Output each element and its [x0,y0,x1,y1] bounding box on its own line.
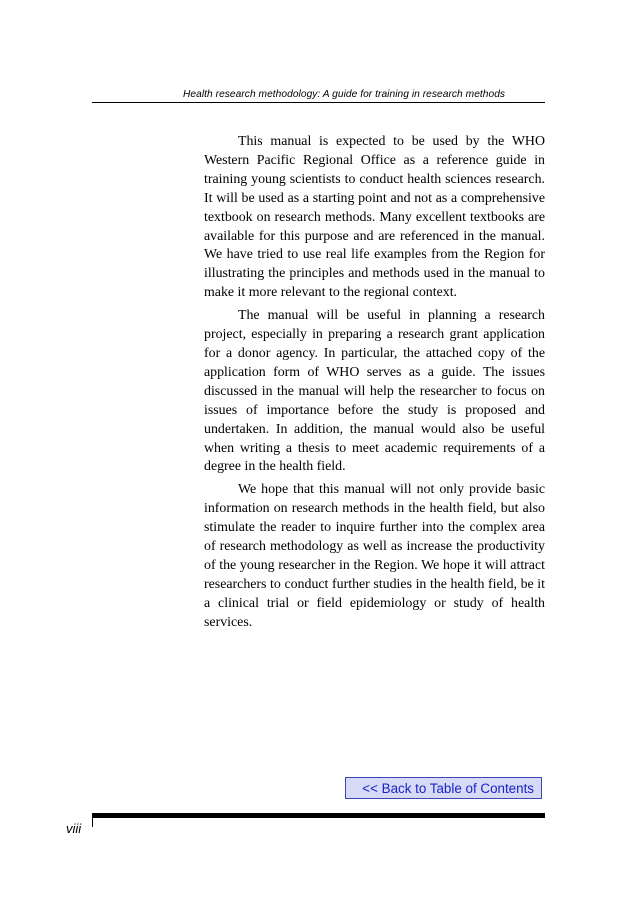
footer-divider-tick [92,813,93,827]
paragraph-1: This manual is expected to be used by the WHO Western Pacific Regional Office as a reference guide in training young scientists to conduct health sciences research. It will be used as a starting point and not as a comprehensive textbook on research methods. Many excellent textbooks are available for this purpose and are referenced in the manual. We have tried to use real life examples from the Region for illustrating the principles and methods used in the manual to make it more relevant to the regional context. [204,134,545,301]
back-to-toc-link[interactable]: << Back to Table of Contents [345,777,542,799]
header-divider [92,102,545,103]
footer-divider [92,813,545,818]
body-text [204,133,545,637]
page-number: viii [66,821,82,836]
paragraph-2: The manual will be useful in planning a research project, especially in preparing a research grant application for a donor agency. In particular, the attached copy of the application form of WHO serves as a guide. The issues discussed in the manual will help the researcher to focus on issues of importance before the study is proposed and undertaken. In addition, the manual would also be useful when writing a thesis to meet academic requirements of a degree in the health field. [204,308,545,475]
paragraph-3: We hope that this manual will not only provide basic information on research methods in the health field, but also stimulate the reader to inquire further into the complex area of research methodology as well as increase the productivity of the young researcher in the Region. We hope it will attract researchers to conduct further studies in the health field, be it a clinical trial or field epidemiology or study of health services. [204,482,545,630]
running-header: Health research methodology: A guide for training in research methods [183,89,506,100]
